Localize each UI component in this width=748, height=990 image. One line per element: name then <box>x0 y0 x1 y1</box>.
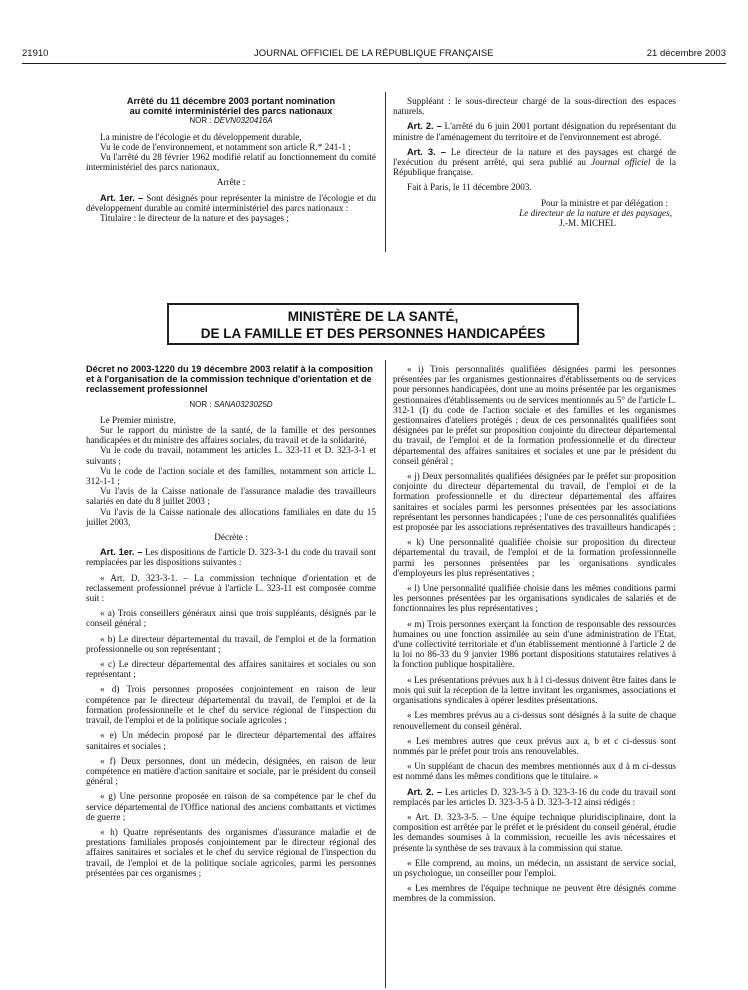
decret-item-k: « k) Une personnalité qualifiée choisie sur proposition du directeur départemental du travail, de l'emploi et de la formation professionnelle parmi les personnes présentées par les organisations syndicales d'employeurs les plus représentatives ; <box>393 537 676 578</box>
decret-d323-3-5: « Art. D. 323-3-5. – Une équipe technique pluridisciplinaire, dont la composition est arrêtée par le préfet et le président du conseil général, étudie les demandes soumises à la commission, recueille les avis nécessaires et présente la synthèse de ses travaux à la commission qui statue. <box>393 811 676 853</box>
decret-item-l: « l) Une personnalité qualifiée choisie dans les mêmes conditions parmi les personnes présentées par les organisations syndicales de salariés et de fonctionnaires les plus représentatives ; <box>393 583 676 614</box>
arrete-fait: Fait à Paris, le 11 décembre 2003. <box>407 182 532 193</box>
column-separator-lower <box>385 360 386 988</box>
decret-item-j: « j) Deux personnalités qualifiées désignées par le préfet sur proposition conjointe du directeur départemental du travail, de l'emploi et de la formation professionnelle et du directeur départemental des affaires sanitaires et sociales parmi les personnes présentées par les associations représentant les personnes handicapées ; l'une de ces personnalités qualifiées est proposée par les associations représentatives des travailleurs handicapés ; <box>393 471 676 533</box>
decret-item-f: « f) Deux personnes, dont un médecin, désignées, en raison de leur compétence en matière d'action sanitaire et sociale, par le président du conseil général ; <box>86 755 376 787</box>
arrete-art1: Art. 1er. – Sont désignés pour représenter la ministre de l'écologie et du développement durable au comité interministériel des parcs nationaux : <box>86 192 376 213</box>
decret-decrete: Décrète : <box>214 532 248 543</box>
decret-art2: Art. 2. – Les articles D. 323-3-5 à D. 323-3-16 du code du travail sont remplacés par les articles D. 323-3-5 à D. 323-3-12 ainsi rédigés : <box>393 786 676 807</box>
decret-vu1: Vu le code du travail, notamment les articles L. 323-11 et D. 323-3-1 et suivants ; <box>86 445 376 466</box>
ministry-heading <box>167 303 579 345</box>
decret-title: Décret no 2003-1220 du 19 décembre 2003 relatif à la composition et à l'organisation de la commission technique d'orientation et de reclassement professionnel <box>86 364 373 395</box>
decret-premier: Le Premier ministre, <box>100 414 176 425</box>
arrete-art3: Art. 3. – Le directeur de la nature et des paysages est chargé de l'exécution du présent arrêté, qui sera publié au Journal officiel de la République française. <box>393 146 677 178</box>
arrete-arrete-label: Arrête : <box>216 177 246 188</box>
arrete-minister: La ministre de l'écologie et du développement durable, <box>100 131 302 142</box>
decret-vu3: Vu l'avis de la Caisse nationale de l'assurance maladie des travailleurs salariés en date du 8 juillet 2003 ; <box>86 486 376 507</box>
decret-d323-3-5-membres: « Les membres de l'équipe technique ne peuvent être désignés comme membres de la commission. <box>393 883 676 904</box>
running-header <box>22 48 726 62</box>
decret-item-b: « b) Le directeur départemental du travail, de l'emploi et de la formation professionnelle ou son représentant ; <box>86 633 376 654</box>
page-number: 21910 <box>22 48 49 59</box>
decret-item-e: « e) Un médecin proposé par le directeur départemental des affaires sanitaires et sociales ; <box>86 730 376 751</box>
journal-title: JOURNAL OFFICIEL DE LA RÉPUBLIQUE FRANÇAISE <box>254 48 494 59</box>
publication-date: 21 décembre 2003 <box>646 48 726 59</box>
header-rule <box>22 63 726 64</box>
arrete-vu1: Vu le code de l'environnement, et notamment son article R.* 241-1 ; <box>100 141 351 152</box>
decret-item-h: « h) Quatre représentants des organismes d'assurance maladie et de prestations familiales proposés conjointement par le directeur régional des affaires sanitaires et sociales et le chef du service régional de l'inspection du travail, de l'emploi et de la politique sociale agricoles, parmi les personnes présentées par ces organismes ; <box>86 826 376 878</box>
ministry-line2: DE LA FAMILLE ET DES PERSONNES HANDICAPÉES <box>200 326 546 341</box>
arrete-signature: J.-M. MICHEL <box>559 218 616 229</box>
decret-item-a: « a) Trois conseillers généraux ainsi que trois suppléants, désignés par le conseil général ; <box>86 608 376 629</box>
decret-presentations: « Les présentations prévues aux h à l ci-dessus doivent être faites dans le mois qui suit la réception de la lettre invitant les organismes, associations et organisations syndicales à opérer lesdites présentations. <box>393 674 676 706</box>
decret-quote-intro: « Art. D. 323-3-1. – La commission technique d'orientation et de reclassement professionnel prévue à l'article L. 323-11 est composée comme suit : <box>86 572 376 604</box>
arrete-left-column <box>86 96 376 223</box>
decret-left-column <box>86 364 376 878</box>
decret-d323-3-5-equipe: « Elle comprend, au moins, un médecin, un assistant de service social, un psychologue, un conseiller pour l'emploi. <box>393 857 676 878</box>
decret-item-c: « c) Le directeur départemental des affaires sanitaires et sociales ou son représentant ; <box>86 659 376 680</box>
decret-suppleant: « Un suppléant de chacun des membres mentionnés aux d à m ci-dessus est nommé dans les mêmes conditions que le titulaire. » <box>393 761 676 782</box>
decret-nor: NOR : SANA0323025D <box>189 399 273 409</box>
arrete-directeur: Le directeur de la nature et des paysages, <box>519 207 672 218</box>
arrete-art2: Art. 2. – L'arrêté du 6 juin 2001 portant désignation du représentant du ministre de l'aménagement du territoire et de l'environnement est abrogé. <box>393 121 676 142</box>
decret-item-m: « m) Trois personnes exerçant la fonction de responsable des ressources humaines ou une fonction assimilée au sein d'une administration de l'Etat, d'une collectivité territoriale et d'un établissement mentionné à l'article 2 de la loi no 86-33 du 9 janvier 1986 portant dispositions statutaires relatives à la fonction publique hospitalière. <box>393 618 676 670</box>
decret-item-d: « d) Trois personnes proposées conjointement en raison de leur compétence par le directeur départemental du travail, de l'emploi et de la formation professionnelle et le chef du service régional de l'inspection du travail, de l'emploi et de la politique sociale agricoles ; <box>86 684 376 726</box>
decret-art1: Art. 1er. – Les dispositions de l'article D. 323-3-1 du code du travail sont remplacées par les dispositions suivantes : <box>86 547 376 568</box>
decret-vu4: Vu l'avis de la Caisse nationale des allocations familiales en date du 15 juillet 2003, <box>86 506 376 527</box>
arrete-vu2: Vu l'arrêté du 28 février 1962 modifié relatif au fonctionnement du comité interministériel des parcs nationaux, <box>86 152 376 173</box>
decret-membres-a: « Les membres prévus au a ci-dessus sont désignés à la suite de chaque renouvellement du conseil général. <box>393 710 676 731</box>
decret-item-g: « g) Une personne proposée en raison de sa compétence par le chef du service départemental de l'Office national des anciens combattants et victimes de guerre ; <box>86 791 376 822</box>
decret-membres-autres: « Les membres autres que ceux prévus aux a, b et c ci-dessus sont nommés par le préfet pour trois ans renouvelables. <box>393 735 676 756</box>
arrete-titulaire: Titulaire : le directeur de la nature et des paysages ; <box>100 213 289 224</box>
arrete-pour: Pour la ministre et par délégation : <box>540 197 668 208</box>
decret-vu2: Vu le code de l'action sociale et des familles, notamment son article L. 312-1-1 ; <box>86 465 376 487</box>
decret-right-column <box>393 364 676 904</box>
arrete-title-line2: au comité interministériel des parcs nationaux <box>129 106 333 117</box>
decret-rapport: Sur le rapport du ministre de la santé, de la famille et des personnes handicapées et du ministre des affaires sociales, du travail et de la solidarité, <box>86 425 376 446</box>
arrete-suppleant: Suppléant : le sous-directeur chargé de la sous-direction des espaces naturels. <box>393 96 676 117</box>
decret-item-i: « i) Trois personnalités qualifiées désignées parmi les personnes présentées par les organismes gestionnaires d'établissements ou de services pour personnes handicapées, dont une au moins présentée par les organismes gestionnaires d'établissements ou de services mentionnés au 5° de l'article L. 312-1 (I) du code de l'action sociale et des familles et les organismes gestionnaires d'ateliers protégés ; deux de ces personnalités qualifiées sont désignées par le préfet sur proposition conjointe du directeur départemental du travail, de l'emploi et de la formation professionnelle et du directeur départemental des affaires sanitaires et sociales et une par le président du conseil général ; <box>393 364 676 466</box>
column-separator <box>385 92 386 252</box>
arrete-nor: NOR : DEVN0320416A <box>189 116 273 126</box>
arrete-right-column <box>393 96 676 228</box>
ministry-line1: MINISTÈRE DE LA SANTÉ, <box>287 309 459 324</box>
arrete-title-line1: Arrêté du 11 décembre 2003 portant nomination <box>126 96 336 106</box>
